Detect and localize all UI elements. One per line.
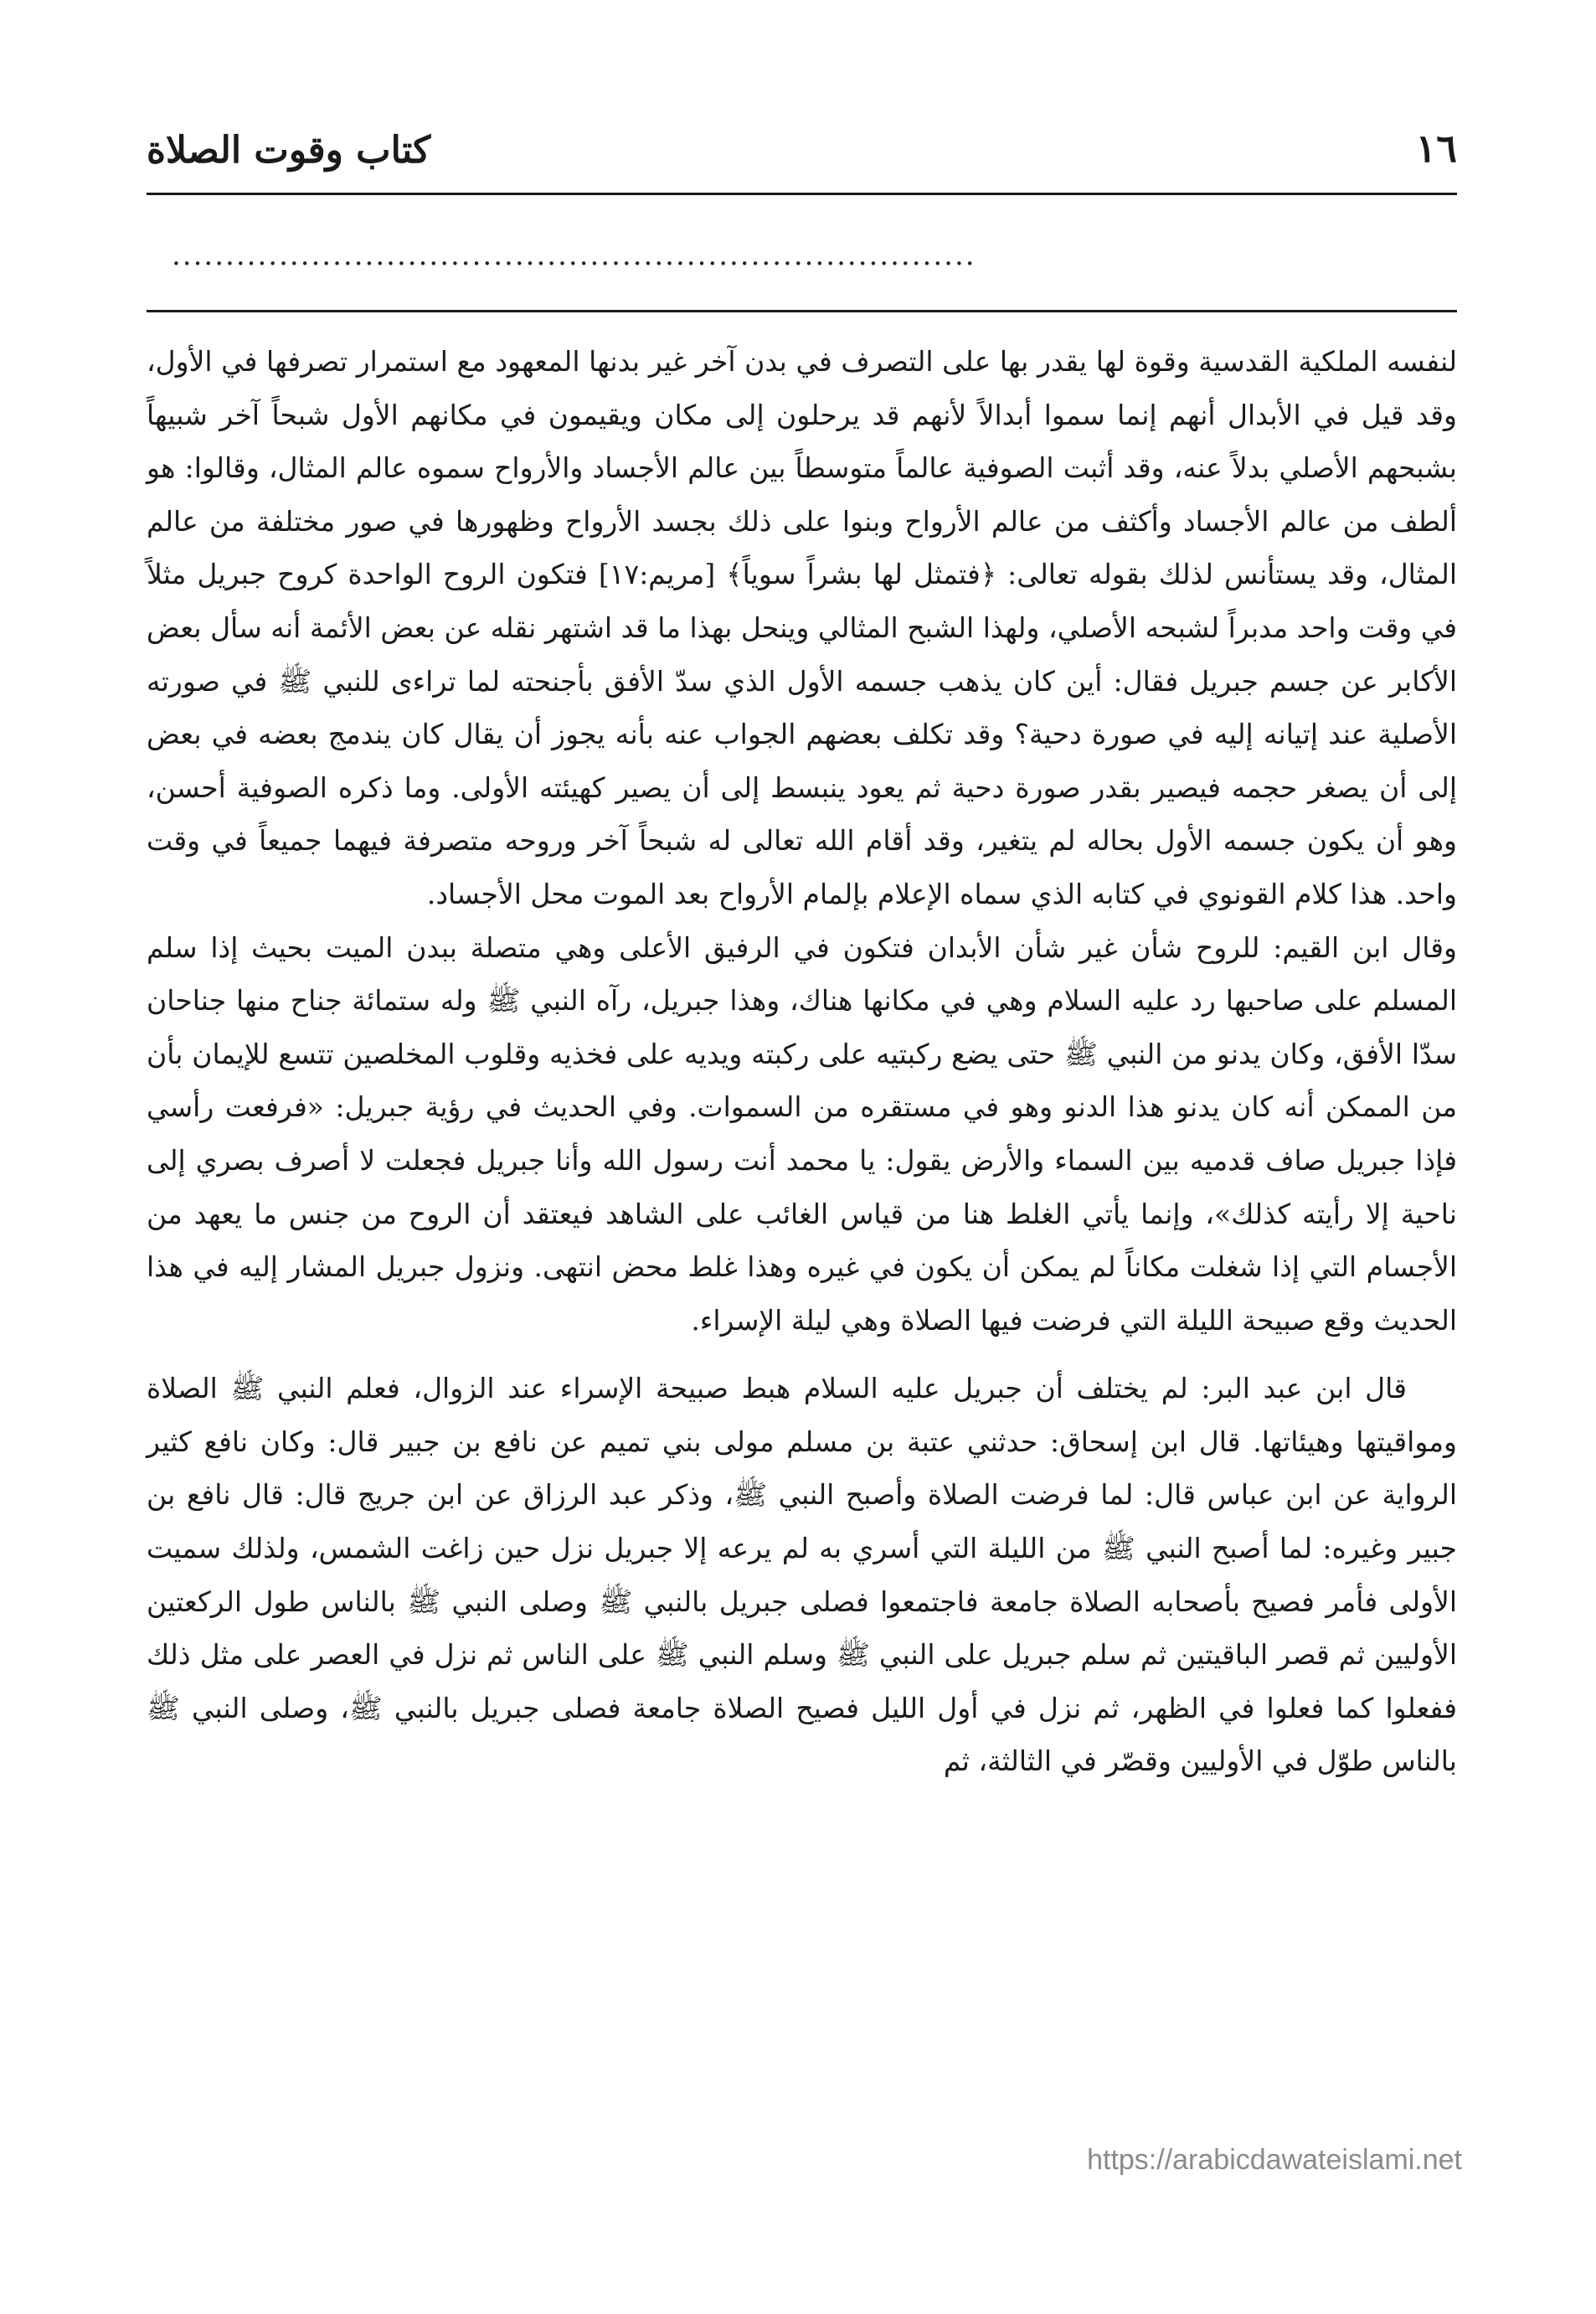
header-rule bbox=[147, 193, 1457, 195]
book-title: كتاب وقوت الصلاة bbox=[147, 129, 431, 172]
document-page bbox=[147, 109, 1457, 2270]
page-header bbox=[147, 126, 1457, 193]
paragraph-1: لنفسه الملكية القدسية وقوة لها يقدر بها على التصرف في بدن آخر غير بدنها المعهود مع استمرار تصرفها في الأول، وقد قيل في الأبدال أنهم إنما سموا أبدالاً لأنهم قد يرحلون إلى مكان ويقيمون في مكانهم الأول شبحاً آخر شبيهاً بشبحهم الأصلي بدلاً عنه، وقد أثبت الصوفية عالماً متوسطاً بين عالم الأجساد والأرواح سموه عالم المثال، وقالوا: هو ألطف من عالم الأجساد وأكثف من عالم الأرواح وبنوا على ذلك بجسد الأرواح وظهورها في صور مختلفة من عالم المثال، وقد يستأنس لذلك بقوله تعالى: ﴿فتمثل لها بشراً سوياً﴾ [مريم:١٧] فتكون الروح الواحدة كروح جبريل مثلاً في وقت واحد مدبراً لشبحه الأصلي، ولهذا الشبح المثالي وينحل بهذا ما قد اشتهر نقله عن بعض الأئمة أنه سأل بعض الأكابر عن جسم جبريل فقال: أين كان يذهب جسمه الأول الذي سدّ الأفق بأجنحته لما تراءى للنبي ﷺ في صورته الأصلية عند إتيانه إليه في صورة دحية؟ وقد تكلف بعضهم الجواب عنه بأنه يجوز أن يقال كان يندمج بعضه في بعض إلى أن يصغر حجمه فيصير بقدر صورة دحية ثم يعود ينبسط إلى أن يصير كهيئته الأولى. وما ذكره الصوفية أحسن، وهو أن يكون جسمه الأول بحاله لم يتغير، وقد أقام الله تعالى له شبحاً آخر وروحه متصرفة فيهما جميعاً في وقت واحد. هذا كلام القونوي في كتابه الذي سماه الإعلام بإلمام الأرواح بعد الموت محل الأجساد. bbox=[147, 345, 1457, 910]
page-number: ١٦ bbox=[1415, 126, 1457, 171]
separator-dots: ........................................................................... bbox=[172, 239, 976, 272]
body-text bbox=[147, 335, 1457, 1788]
separator-rule bbox=[147, 310, 1457, 312]
watermark: https://arabicdawateislami.net bbox=[1087, 2144, 1462, 2176]
paragraph-3: قال ابن عبد البر: لم يختلف أن جبريل عليه السلام هبط صبيحة الإسراء عند الزوال، فعلم النبي ﷺ الصلاة ومواقيتها وهيئاتها. قال ابن إسحاق: حدثني عتبة بن مسلم مولى بني تميم عن نافع بن جبير قال: وكان نافع كثير الرواية عن ابن عباس قال: لما فرضت الصلاة وأصبح النبي ﷺ، وذكر عبد الرزاق عن ابن جريج قال: قال نافع بن جبير وغيره: لما أصبح النبي ﷺ من الليلة التي أسري به لم يرعه إلا جبريل نزل حين زاغت الشمس، ولذلك سميت الأولى فأمر فصيح بأصحابه الصلاة جامعة فاجتمعوا فصلى جبريل بالنبي ﷺ وصلى النبي ﷺ بالناس طول الركعتين الأوليين ثم قصر الباقيتين ثم سلم جبريل على النبي ﷺ وسلم النبي ﷺ على الناس ثم نزل في العصر على مثل ذلك ففعلوا كما فعلوا في الظهر، ثم نزل في أول الليل فصيح الصلاة جامعة فصلى جبريل بالنبي ﷺ، وصلى النبي ﷺ بالناس طوّل في الأوليين وقصّر في الثالثة، ثم bbox=[147, 1372, 1457, 1778]
paragraph-2: وقال ابن القيم: للروح شأن غير شأن الأبدان فتكون في الرفيق الأعلى وهي متصلة ببدن الميت بحيث إذا سلم المسلم على صاحبها رد عليه السلام وهي في مكانها هناك، وهذا جبريل، رآه النبي ﷺ وله ستمائة جناح منها جناحان سدّا الأفق، وكان يدنو من النبي ﷺ حتى يضع ركبتيه على ركبته ويديه على فخذيه وقلوب المخلصين تتسع للإيمان بأن من الممكن أنه كان يدنو هذا الدنو وهو في مستقره من السموات. وفي الحديث في رؤية جبريل: «فرفعت رأسي فإذا جبريل صاف قدميه بين السماء والأرض يقول: يا محمد أنت رسول الله وأنا جبريل فجعلت لا أصرف بصري إلى ناحية إلا رأيته كذلك»، وإنما يأتي الغلط هنا من قياس الغائب على الشاهد فيعتقد أن الروح من جنس ما يعهد من الأجسام التي إذا شغلت مكاناً لم يمكن أن يكون في غيره وهذا غلط محض انتهى. ونزول جبريل المشار إليه في هذا الحديث وقع صبيحة الليلة التي فرضت فيها الصلاة وهي ليلة الإسراء. bbox=[147, 930, 1457, 1337]
